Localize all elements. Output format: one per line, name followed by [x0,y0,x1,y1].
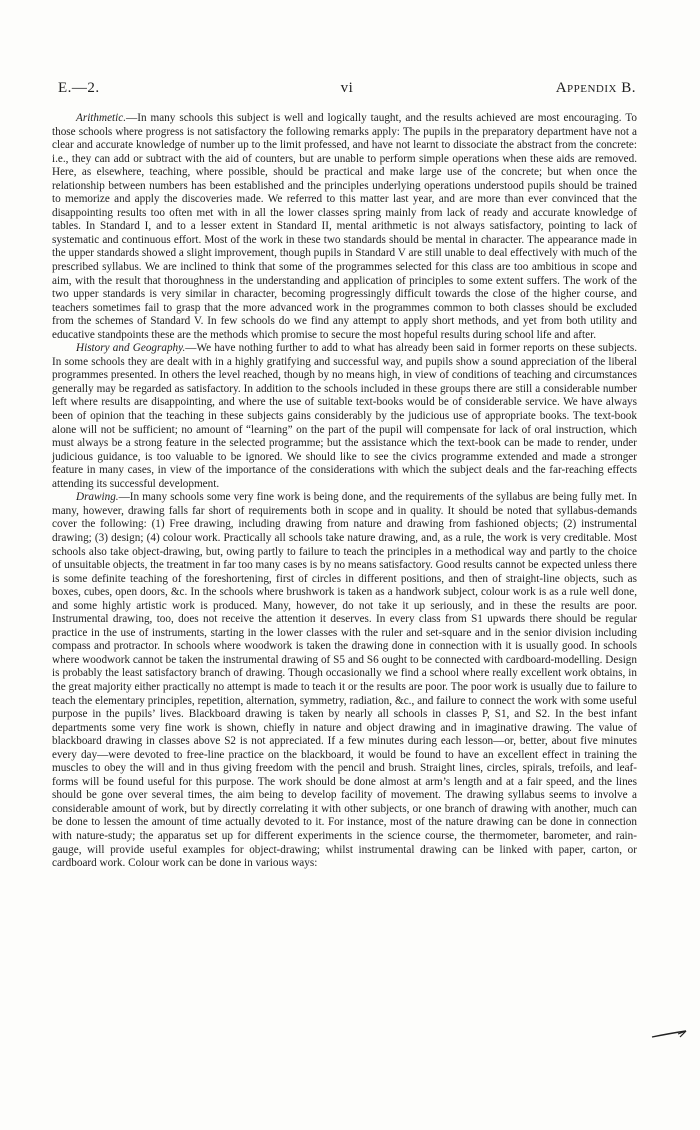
page-number: vi [340,80,354,96]
heading-arithmetic: Arithmetic. [76,112,127,124]
margin-pen-mark [650,1028,690,1042]
heading-history-geography: History and Geography. [76,342,186,355]
body-drawing: —In many schools some very fine work is being done, and the requirements of the syllabus are being fully met. In many, however, drawing falls far short of requirements both in scope and in quality. It should be noted that syllabus-demands cover the following: (1) Free drawing, including drawing from nature and drawing from fashioned objects; (2) instrumental drawing; (3) design; (4) colour work. Practically all schools take nature drawing, and, as a rule, the work is very creditable. Most schools also take object-drawing, but, owing partly to failure to teach the principles in a methodical way and partly to the choice of unsuitable objects, the treatment in far too many cases is by no means satisfactory. Good results cannot be expected unless there is some definite teaching of the foreshortening, first of circles in different positions, and then of straight-line objects, such as boxes, cubes, open doors, &c. In the schools where brushwork is taken as a handwork subject, colour work is as a rule well done, and some highly artistic work is produced. Many, however, do not take it up seriously, and in these the results are poor. Instrumental drawing, too, does not receive the attention it deserves. In every class from S1 upwards there should be regular practice in the use of instruments, starting in the lower classes with the ruler and set-square and in the senior division including compass and protractor. In schools where woodwork is taken the drawing done in connection with it is usually good. In schools where woodwork cannot be taken the instrumental drawing of S5 and S6 ought to be connected with cardboard-modelling. Design is probably the least satisfactory branch of drawing. Though occasionally we find a school where really excellent work obtains, in the great majority either practically no attempt is made to teach it or the results are poor. The poor work is usually due to failure to teach the elementary principles, repetition, alternation, symmetry, radiation, &c., and failure to connect the work with some useful purpose in the pupils’ lives. Blackboard drawing is taken by nearly all schools in classes P, S1, and S2. In the best infant departments some very fine work is shown, chiefly in nature and object drawing and in imaginative drawing. The value of blackboard drawing in classes above S2 is not appreciated. If a few minutes during each lesson—or, better, about five minutes every day—were devoted to free-line practice on the blackboard, it would be found to have an excellent effect in training the muscles to obey the will and in thus giving freedom with the pencil and brush. Straight lines, circles, spirals, trefoils, and leaf-forms will be found useful for this purpose. The work should be done almost at arm’s length and at a fair speed, and the lines should be gone over several times, the aim being to develop facility of movement. The drawing syllabus seems to involve a considerable amount of work, but by directly correlating it with other subjects, or one branch of drawing with another, much can be done to lessen the amount of time actually devoted to it. For instance, most of the nature drawing can be done in connection with nature-study; the apparatus set up for different experiments in the science course, the thermometer, barometer, and rain-gauge, will provide useful examples for object-drawing; whilst instrumental drawing can be linked with paper, carton, or cardboard work. Colour work can be done in various ways: [52,491,637,870]
header-code: E.—2. [58,80,100,96]
body-history-geography: —We have nothing further to add to what has already been said in former reports on these subjects. In some schools they are dealt with in a highly gratifying and successful way, and pupils show a sound appreciation of the liberal programmes presented. In others the level reached, though by no means high, in view of conditions of teaching and circumstances generally may be regarded as satisfactory. In addition to the schools included in these groups there are still a considerable number left where results are disappointing, and where the use of suitable text-books would be of considerable service. We have always been of opinion that the teaching in these subjects gains considerably by the judicious use of appropriate books. The text-book alone will not be sufficient; no amount of “learning” on the part of the pupil will compensate for lack of oral instruction, which must always be a strong feature in the selected programme; but the assistance which the text-book can be made to render, under judicious guidance, is too valuable to be ignored. We should like to see the civics programme extended and made a stronger feature in many cases, in view of the importance of the considerations with which the subject deals and the far-reaching effects attending its successful development. [52,342,637,490]
body-arithmetic: —In many schools this subject is well and logically taught, and the results achieved are most encouraging. To those schools where progress is not satisfactory the following remarks apply: The pupils in the preparatory department have not a clear and accurate knowledge of number up to the limit professed, and have not learnt to dissociate the abstract from the concrete: i.e., they can add or subtract with the aid of counters, but are unable to perform simple operations when these aids are removed. Here, as elsewhere, teaching, where possible, should be practical and make large use of the concrete; but when once the relationship between numbers has been established and the principles underlying operations understood pupils should be trained to memorize and apply the discoveries made. We referred to this matter last year, and are more than ever convinced that the disappointing results too often met with in all the lower classes spring mainly from lack of ready and accurate knowledge of tables. In Standard I, and to a lesser extent in Standard II, mental arithmetic is not always satisfactory, pointing to lack of systematic and continuous effort. Most of the work in these two standards should be mental in character. The appearance made in the upper standards showed a slight improvement, though pupils in Standard V are still unable to deal effectively with much of the prescribed syllabus. We are inclined to think that some of the programmes selected for this class are too ambitious in scope and aim, with the result that thoroughness in the understanding and application of principles to some extent suffers. The work of the two upper standards is very similar in character, becoming progressingly difficult towards the close of the higher course, and teachers sometimes fail to grasp that the more advanced work in the programmes common to both classes should be excluded from the schemes of Standard V. In few schools do we find any attempt to apply short methods, and yet from both utility and educative standpoints these are the methods which promise to secure the most hopeful results during school life and after. [52,112,637,341]
header-appendix: Appendix B. [555,80,636,96]
body-text [52,112,637,871]
paragraph-arithmetic [52,112,637,342]
paragraph-history-geography [52,342,637,491]
heading-drawing: Drawing. [76,491,119,504]
page-header [58,80,636,102]
paragraph-drawing [52,491,637,870]
